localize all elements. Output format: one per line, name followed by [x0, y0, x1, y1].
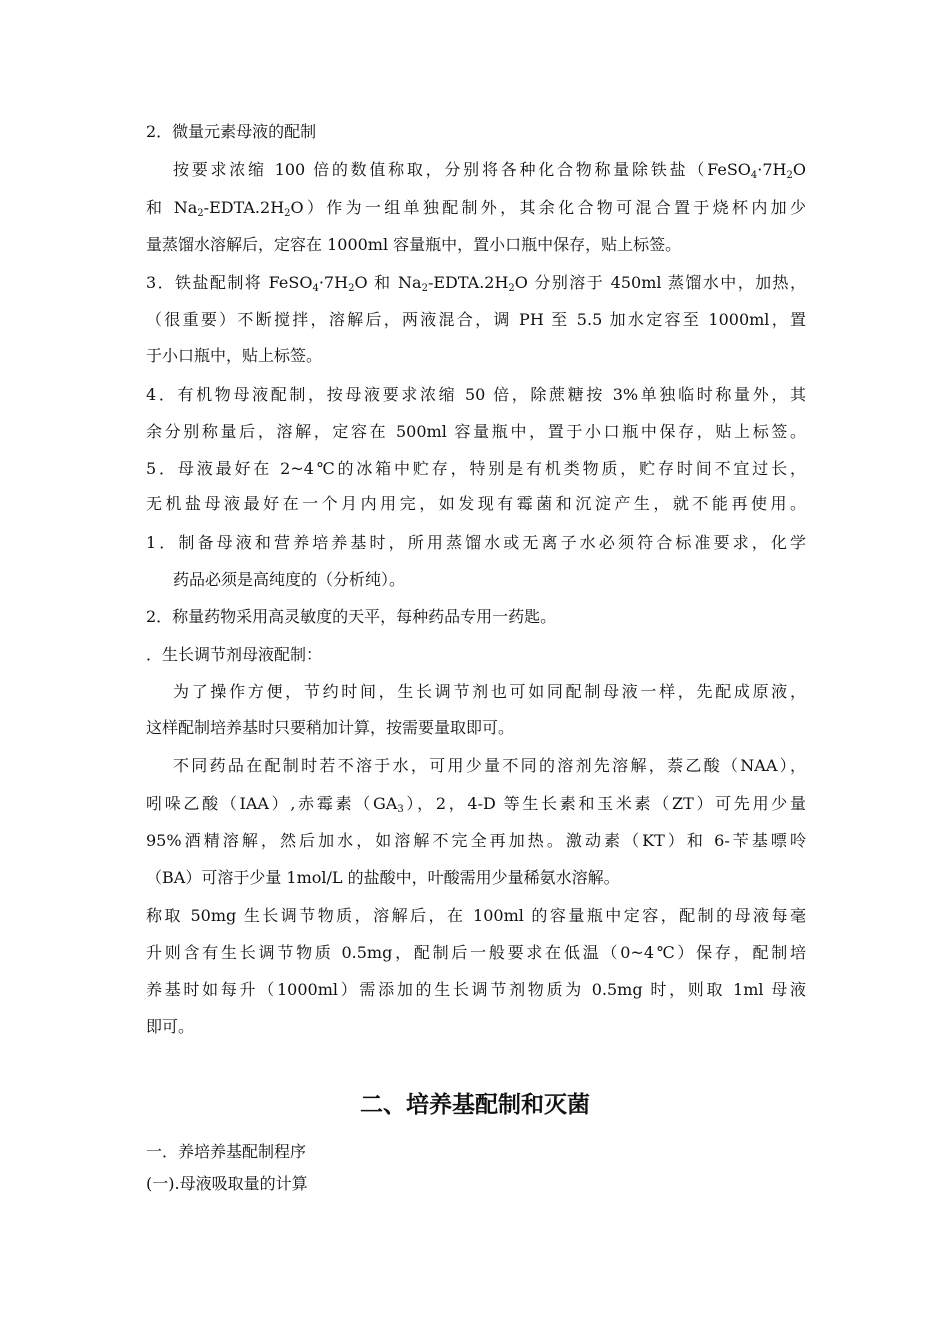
- paragraph-line: 95%酒精溶解，然后加水，如溶解不完全再加热。激动素（KT）和 6-苄基嘌呤: [146, 831, 806, 850]
- paragraph-line: 3．铁盐配制将 $FeSO_4\cdot 7H_2O$ 和 $Na_2-EDTA.2H_2O$ 分别溶于 450ml 蒸馏水中，加热，: [146, 273, 806, 294]
- paragraph-line: 和 $Na_2-EDTA.2H_2O$）作为一组单独配制外，其余化合物可混合置于烧杯内加少: [146, 198, 806, 219]
- paragraph-line: 不同药品在配制时若不溶于水，可用少量不同的溶剂先溶解，萘乙酸（NAA），: [173, 756, 806, 775]
- paragraph-line: 升则含有生长调节物质 0.5mg，配制后一般要求在低温（0~4℃）保存，配制培: [146, 943, 806, 962]
- paragraph-line: 于小口瓶中，贴上标签。: [146, 346, 323, 365]
- paragraph-line: ．生长调节剂母液配制：: [146, 645, 323, 664]
- paragraph-line: 1．制备母液和营养培养基时，所用蒸馏水或无离子水必须符合标准要求，化学: [146, 533, 806, 552]
- section-heading: 二、培养基配制和灭菌: [360, 1091, 590, 1118]
- paragraph-line: 量蒸馏水溶解后，定容在 1000ml 容量瓶中，置小口瓶中保存，贴上标签。: [146, 235, 682, 254]
- paragraph-line: 吲哚乙酸（IAA）,赤霉素$(GA_3)$，2，4-D 等生长素和玉米素（ZT）可先用少量: [146, 794, 806, 815]
- paragraph-line: （BA）可溶于少量 1mol/L 的盐酸中，叶酸需用少量稀氨水溶解。: [146, 868, 620, 887]
- paragraph-line: 2．称量药物采用高灵敏度的天平，每种药品专用一药匙。: [146, 607, 557, 626]
- paragraph-line: 余分别称量后，溶解，定容在 500ml 容量瓶中，置于小口瓶中保存，贴上标签。: [146, 422, 806, 441]
- paragraph-line: 称取 50mg 生长调节物质，溶解后，在 100ml 的容量瓶中定容，配制的母液每毫: [146, 906, 806, 925]
- paragraph-line: 这样配制培养基时只要稍加计算，按需要量取即可。: [146, 718, 515, 737]
- paragraph-line: 养基时如每升（1000ml）需添加的生长调节剂物质为 0.5mg 时，则取 1ml 母液: [146, 980, 806, 999]
- subsection-title: 一．养培养基配制程序: [146, 1142, 307, 1161]
- paragraph-line: 无机盐母液最好在一个月内用完，如发现有霉菌和沉淀产生，就不能再使用。: [146, 494, 806, 513]
- subsection-title: (一).母液吸取量的计算: [146, 1174, 308, 1193]
- paragraph-line: 即可。: [146, 1017, 195, 1036]
- paragraph-line: 5．母液最好在 2~4℃的冰箱中贮存，特别是有机类物质，贮存时间不宜过长，: [146, 459, 806, 478]
- paragraph-line: 药品必须是高纯度的（分析纯）。: [173, 570, 406, 589]
- paragraph-line: 4．有机物母液配制，按母液要求浓缩 50 倍，除蔗糖按 3%单独临时称量外，其: [146, 385, 806, 404]
- paragraph-line: 为了操作方便，节约时间，生长调节剂也可如同配制母液一样，先配成原液，: [173, 682, 806, 701]
- paragraph-line: （很重要）不断搅拌，溶解后，两液混合，调 PH 至 5.5 加水定容至 1000ml，置: [146, 310, 806, 329]
- paragraph-line: 2．微量元素母液的配制: [146, 122, 317, 141]
- paragraph-line: 按要求浓缩 100 倍的数值称取，分别将各种化合物称量除铁盐（$FeSO_4\cdot 7H_2O$: [173, 160, 806, 181]
